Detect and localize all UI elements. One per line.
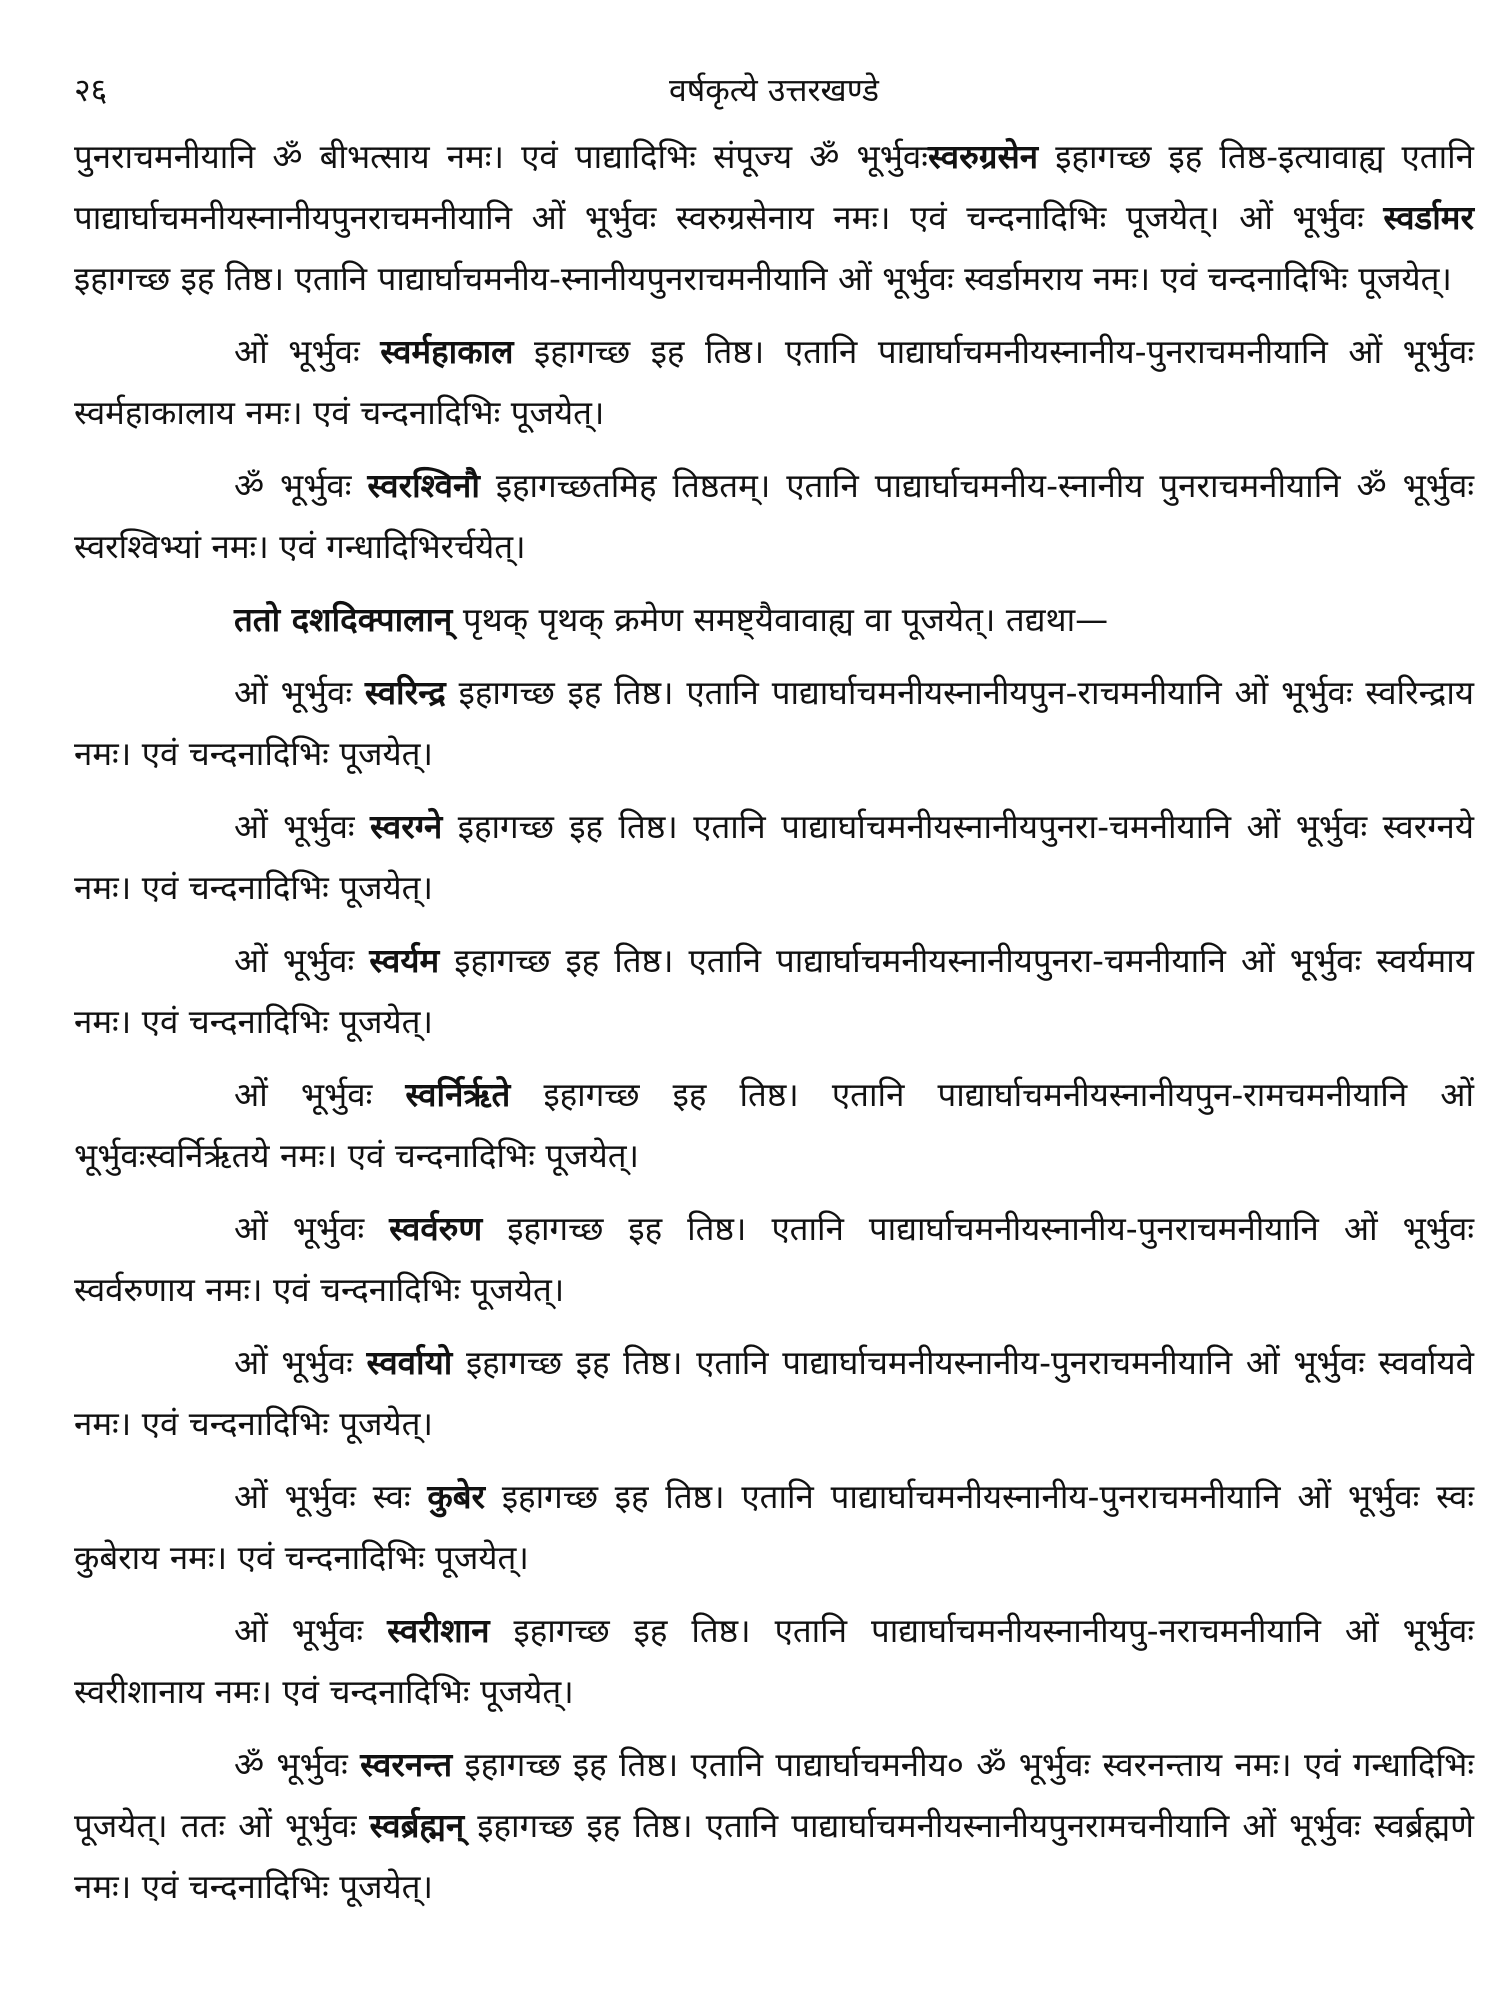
text-run: ओं भूर्भुवः xyxy=(234,807,371,846)
deity-name: स्वरीशान xyxy=(387,1611,490,1650)
text-run: इहागच्छतमिह तिष्ठतम्। एतानि पाद्यार्घाचमनीय-स्नानीय पुनराचमनीयानि ॐ भूर्भुवः स्वरश्विभ्यां नमः। एवं गन्धादिभिरर्चयेत्। xyxy=(74,466,1474,566)
paragraph xyxy=(74,589,1474,650)
text-run: इहागच्छ इह तिष्ठ। एतानि पाद्यार्घाचमनीयस्नानीय-पुनराचमनीयानि ओं भूर्भुवः स्वः कुबेराय नमः। एवं चन्दनादिभिः पूजयेत्। xyxy=(74,1477,1474,1577)
paragraph xyxy=(74,455,1474,577)
text-run: इहागच्छ इह तिष्ठ। एतानि पाद्यार्घाचमनीयस्नानीय-पुनराचमनीयानि ओं भूर्भुवः स्वर्महाकालाय नमः। एवं चन्दनादिभिः पूजयेत्। xyxy=(74,332,1475,432)
deity-name: स्वरश्विनौ xyxy=(367,466,480,505)
text-run: इहागच्छ इह तिष्ठ। एतानि पाद्यार्घाचमनीयस्नानीयपुनरा-चमनीयानि ओं भूर्भुवः स्वरग्नये नमः। एवं चन्दनादिभिः पूजयेत्। xyxy=(74,807,1474,907)
deity-name: स्वरनन्त xyxy=(360,1745,453,1784)
deity-name: स्वर्यम xyxy=(369,941,440,980)
text-run: ओं भूर्भुवः xyxy=(234,332,381,371)
text-run: इहागच्छ इह तिष्ठ-इत्यावाह्य एतानि पाद्यार्घाचमनीयस्नानीयपुनराचमनीयानि ओं भूर्भुवः स्वरुग्रसेनाय नमः। एवं चन्दनादिभिः पूजयेत्। ओं भूर्भुवः xyxy=(74,137,1474,237)
text-run: ओं भूर्भुवः xyxy=(234,1075,406,1114)
paragraph xyxy=(74,1600,1474,1722)
text-run: इहागच्छ इह तिष्ठ। एतानि पाद्यार्घाचमनीयस्नानीयपु-नराचमनीयानि ओं भूर्भुवः स्वरीशानाय नमः। एवं चन्दनादिभिः पूजयेत्। xyxy=(74,1611,1475,1711)
text-run: ओं भूर्भुवः xyxy=(234,673,365,712)
text-run: इहागच्छ इह तिष्ठ। एतानि पाद्यार्घाचमनीय-स्नानीयपुनराचमनीयानि ओं भूर्भुवः स्वर्डामराय नमः। एवं चन्दनादिभिः पूजयेत्। xyxy=(74,259,1452,298)
deity-name: स्वरग्ने xyxy=(370,807,443,846)
paragraph xyxy=(74,930,1474,1052)
running-title: वर्षकृत्ये उत्तरखण्डे xyxy=(668,71,880,109)
deity-name: स्वर्ब्रह्मन् xyxy=(369,1806,465,1845)
deity-name: स्वर्निर्ऋते xyxy=(405,1075,511,1114)
text-run: ॐ भूर्भुवः xyxy=(234,1745,361,1784)
text-run: इहागच्छ इह तिष्ठ। एतानि पाद्यार्घाचमनीयस्नानीयपुन-राचमनीयानि ओं भूर्भुवः स्वरिन्द्राय नमः। एवं चन्दनादिभिः पूजयेत्। xyxy=(74,673,1475,773)
page-header xyxy=(74,60,1474,120)
text-run: इहागच्छ इह तिष्ठ। एतानि पाद्यार्घाचमनीयस्नानीय-पुनराचमनीयानि ओं भूर्भुवः स्वर्वरुणाय नमः। एवं चन्दनादिभिः पूजयेत्। xyxy=(74,1209,1474,1309)
page-number: २६ xyxy=(74,71,108,109)
text-run: ॐ भूर्भुवः xyxy=(234,466,368,505)
deity-name: कुबेर xyxy=(427,1477,486,1516)
deity-name: स्वर्डामर xyxy=(1383,198,1474,237)
deity-name: स्वरिन्द्र xyxy=(364,673,446,712)
paragraph xyxy=(74,1198,1474,1320)
text-run: ओं भूर्भुवः xyxy=(234,941,370,980)
text-run: इहागच्छ इह तिष्ठ। एतानि पाद्यार्घाचमनीयस्नानीयपुन-रामचमनीयानि ओं भूर्भुवःस्वर्निर्ऋतये नमः। एवं चन्दनादिभिः पूजयेत्। xyxy=(74,1075,1474,1175)
paragraph xyxy=(74,126,1474,309)
paragraph xyxy=(74,662,1474,784)
paragraph xyxy=(74,1064,1474,1186)
deity-name: स्वर्वरुण xyxy=(389,1209,483,1248)
text-run: पुनराचमनीयानि ॐ बीभत्साय नमः। एवं पाद्यादिभिः संपूज्य ॐ भूर्भुवः xyxy=(74,137,928,176)
paragraph xyxy=(74,1734,1474,1917)
text-run: इहागच्छ इह तिष्ठ। एतानि पाद्यार्घाचमनीयस्नानीय-पुनराचमनीयानि ओं भूर्भुवः स्वर्वायवे नमः। एवं चन्दनादिभिः पूजयेत्। xyxy=(74,1343,1474,1443)
deity-name: स्वर्महाकाल xyxy=(380,332,514,371)
document-body xyxy=(74,126,1474,1917)
text-run: ओं भूर्भुवः xyxy=(234,1343,367,1382)
deity-name: ततो दशदिक्पालान् xyxy=(234,600,453,639)
text-run: इहागच्छ इह तिष्ठ। एतानि पाद्यार्घाचमनीयस्नानीयपुनरामचनीयानि ओं भूर्भुवः स्वर्ब्रह्मणे नमः। एवं चन्दनादिभिः पूजयेत्। xyxy=(74,1806,1474,1906)
text-run: ओं भूर्भुवः xyxy=(234,1209,390,1248)
text-run: पृथक् पृथक् क्रमेण समष्ट्यैवावाह्य वा पूजयेत्। तद्यथा— xyxy=(452,600,1109,639)
text-run: इहागच्छ इह तिष्ठ। एतानि पाद्यार्घाचमनीयस्नानीयपुनरा-चमनीयानि ओं भूर्भुवः स्वर्यमाय नमः। एवं चन्दनादिभिः पूजयेत्। xyxy=(74,941,1474,1041)
text-run: इहागच्छ इह तिष्ठ। एतानि पाद्यार्घाचमनीय० ॐ भूर्भुवः स्वरनन्ताय नमः। एवं गन्धादिभिः पूजयेत्। ततः ओं भूर्भुवः xyxy=(74,1745,1474,1845)
text-run: ओं भूर्भुवः xyxy=(234,1611,388,1650)
deity-name: स्वरुग्रसेन xyxy=(927,137,1039,176)
text-run: ओं भूर्भुवः स्वः xyxy=(234,1477,428,1516)
paragraph xyxy=(74,1466,1474,1588)
paragraph xyxy=(74,321,1474,443)
paragraph xyxy=(74,1332,1474,1454)
paragraph xyxy=(74,796,1474,918)
deity-name: स्वर्वायो xyxy=(366,1343,453,1382)
